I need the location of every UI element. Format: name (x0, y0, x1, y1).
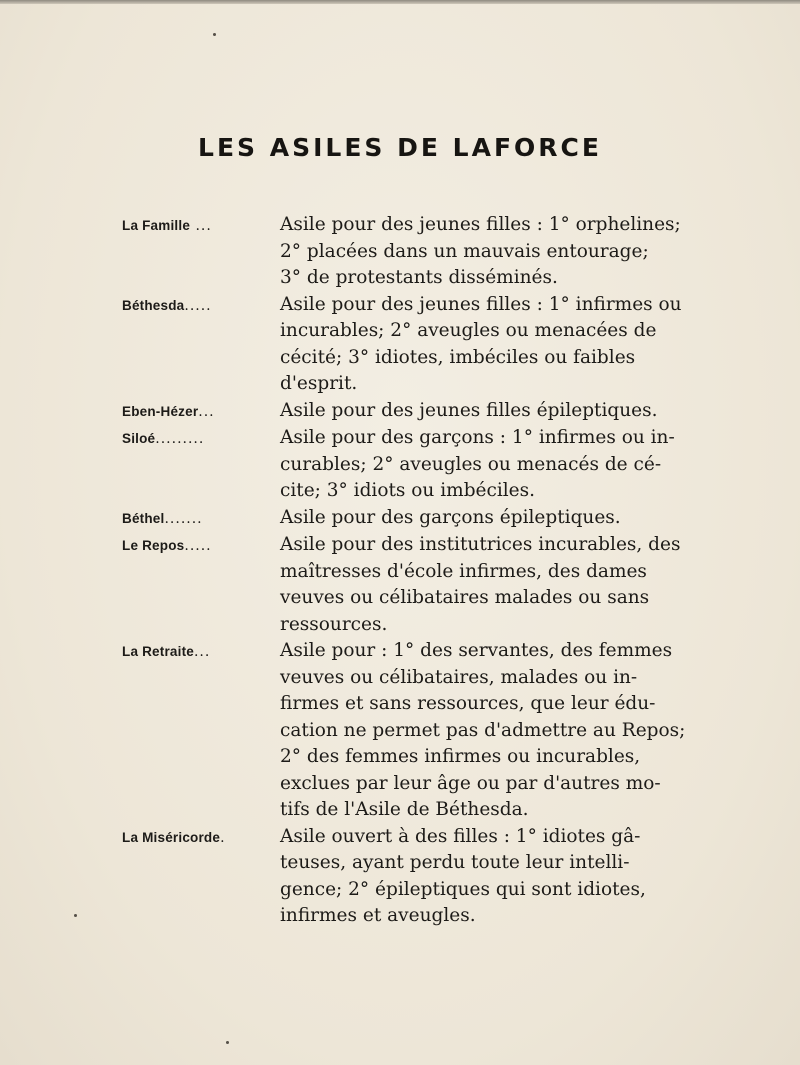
description-line: Asile pour des jeunes filles : 1° orphelines; (280, 214, 681, 235)
description-line: teuses, ayant perdu toute leur intelli- (280, 852, 630, 873)
ink-speck (213, 33, 216, 36)
page-title: LES ASILES DE LAFORCE (198, 133, 602, 162)
entry-siloe (122, 425, 702, 505)
entry-la-famille (122, 212, 702, 292)
entry-la-misericorde (122, 824, 702, 930)
description-line: veuves ou célibataires, malades ou in- (280, 666, 638, 688)
entry-la-retraite (122, 638, 702, 824)
description-line: tifs de l'Asile de Béthesda. (280, 799, 529, 820)
description-line: Asile pour des garçons épileptiques. (280, 506, 621, 528)
entry-description (280, 505, 702, 532)
description-line: curables; 2° aveugles ou menacés de cé- (280, 453, 662, 475)
dot-leader: ... (193, 644, 211, 660)
description-line: Asile pour des garçons : 1° infirmes ou in- (280, 427, 675, 448)
entry-label (122, 292, 280, 320)
description-line: infirmes et aveugles. (280, 905, 476, 926)
page-top-edge (0, 0, 800, 4)
description-line: 3° de protestants disséminés. (280, 267, 558, 288)
description-line: Asile ouvert à des filles : 1° idiotes gâ- (280, 825, 641, 847)
dot-leader: ..... (184, 297, 212, 314)
description-line: 2° des femmes infirmes ou incurables, (280, 746, 641, 767)
entry-name: Eben-Hézer (122, 403, 199, 419)
description-line: maîtresses d'école infirmes, des dames (280, 560, 647, 582)
entry-le-repos (122, 532, 702, 638)
entry-name: Siloé (122, 431, 156, 446)
asylum-list (122, 212, 702, 930)
entry-label (122, 425, 280, 453)
description-line: incurables; 2° aveugles ou menacées de (280, 320, 657, 341)
description-line: Asile pour des jeunes filles épileptiques. (280, 399, 658, 421)
entry-name: Béthesda (122, 297, 185, 313)
entry-name: La Retraite (122, 644, 194, 659)
dot-leader: ... (195, 218, 212, 234)
entry-description (280, 824, 702, 930)
entry-label (122, 505, 280, 533)
dot-leader: ......... (155, 431, 205, 447)
entry-bethesda (122, 292, 702, 398)
description-line: cécité; 3° idiotes, imbéciles ou faibles (280, 346, 636, 368)
dot-leader: . (220, 829, 226, 846)
description-line: Asile pour des jeunes filles : 1° infirmes ou (280, 293, 682, 315)
dot-leader: ... (198, 403, 215, 420)
entry-label (122, 638, 280, 666)
dot-leader: ..... (184, 538, 212, 554)
description-line: exclues par leur âge ou par d'autres mo- (280, 772, 661, 794)
description-line: firmes et sans ressources, que leur édu- (280, 693, 656, 714)
entry-label (122, 532, 280, 560)
ink-speck (74, 914, 77, 917)
entry-description (280, 532, 702, 638)
description-line: 2° placées dans un mauvais entourage; (280, 240, 649, 262)
description-line: Asile pour : 1° des servantes, des femmes (280, 640, 673, 661)
entry-description (280, 425, 702, 505)
description-line: d'esprit. (280, 373, 358, 394)
description-line: cite; 3° idiots ou imbéciles. (280, 480, 535, 501)
entry-description (280, 638, 702, 824)
entry-label (122, 212, 280, 240)
entry-description (280, 398, 702, 425)
entry-name: La Famille (122, 218, 191, 233)
entry-description (280, 292, 702, 398)
entry-name: Le Repos (122, 538, 185, 553)
entry-label (122, 398, 280, 426)
description-line: Asile pour des institutrices incurables, des (280, 534, 681, 555)
entry-name: La Miséricorde (122, 829, 221, 845)
description-line: cation ne permet pas d'admettre au Repos; (280, 719, 686, 741)
dot-leader: ....... (164, 510, 203, 527)
ink-speck (226, 1041, 229, 1044)
entry-eben-hezer (122, 398, 702, 426)
description-line: gence; 2° épileptiques qui sont idiotes, (280, 878, 646, 900)
description-line: veuves ou célibataires malades ou sans (280, 587, 650, 608)
description-line: ressources. (280, 613, 388, 635)
entry-label (122, 824, 280, 852)
entry-description (280, 212, 702, 292)
entry-bethel (122, 505, 702, 533)
entry-name: Béthel (122, 510, 165, 526)
